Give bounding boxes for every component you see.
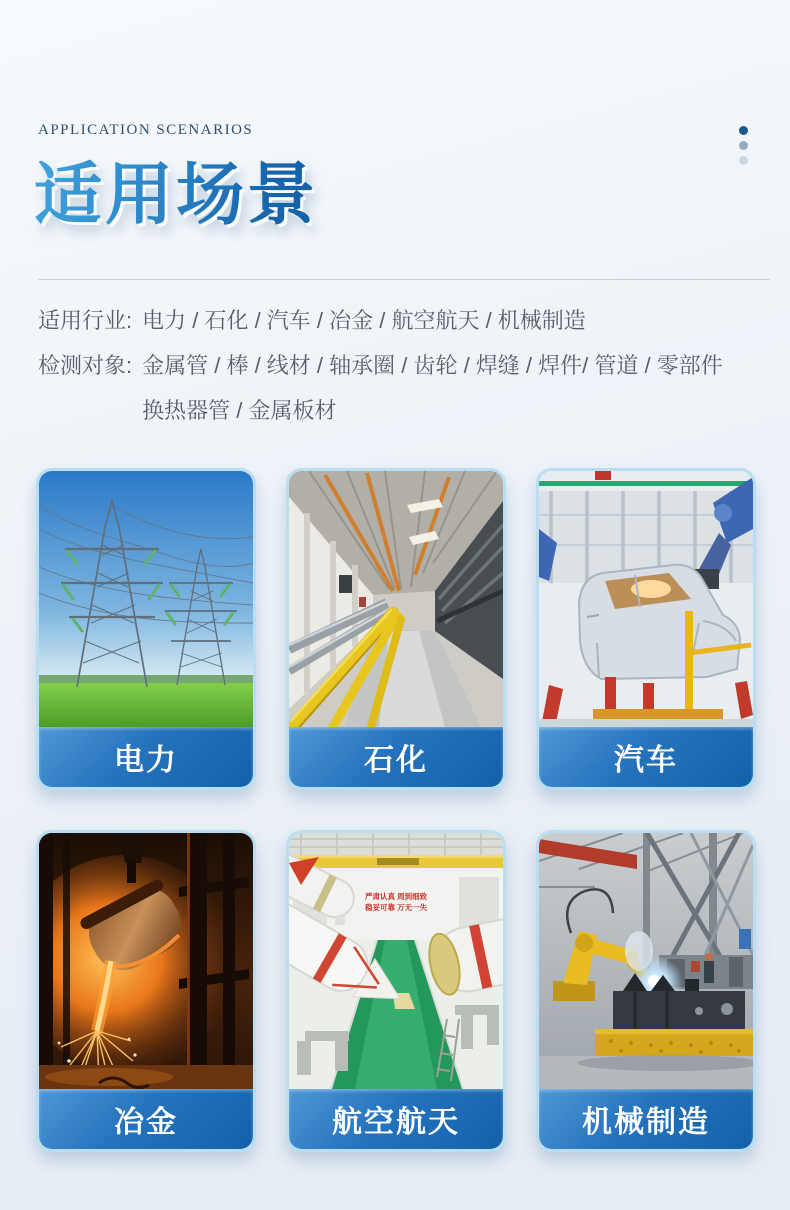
scenario-card-metallurgy[interactable] [36, 830, 256, 1152]
yellow-work-table [595, 1029, 753, 1056]
machinery-photo [539, 833, 753, 1089]
metallurgy-photo [39, 833, 253, 1089]
rocket-assembly-hall-illustration [289, 833, 503, 1089]
objects-value [142, 343, 723, 433]
scenario-card-power[interactable] [36, 468, 256, 790]
scenario-card-grid [36, 468, 756, 1152]
carousel-dots [739, 126, 748, 165]
page-title: 适用场景 [34, 150, 318, 242]
car-body-assembly-line-illustration [539, 471, 753, 727]
carousel-dot[interactable] [739, 156, 748, 165]
scenario-label: 石化 [289, 727, 503, 787]
scenario-label: 机械制造 [539, 1089, 753, 1149]
industries-label: 适用行业: [38, 308, 133, 333]
scenario-label: 汽车 [539, 727, 753, 787]
summary-text [38, 298, 723, 433]
divider [38, 279, 770, 280]
section-eyebrow: APPLICATION SCENARIOS [38, 122, 254, 138]
molten-metal-ladle-illustration [39, 833, 253, 1089]
objects-label: 检测对象: [38, 353, 133, 378]
scenario-label: 航空航天 [289, 1089, 503, 1149]
scenario-card-petrochemical[interactable] [286, 468, 506, 790]
objects-line1: 金属管 / 棒 / 线材 / 轴承圈 / 齿轮 / 焊缝 / 焊件/ 管道 / 零部件 [142, 353, 723, 378]
wall-slogan-line1: 严肃认真 周到细致 [365, 892, 428, 901]
carousel-dot[interactable] [739, 141, 748, 150]
yellow-crane-beam [289, 855, 503, 868]
scenario-label: 电力 [39, 727, 253, 787]
carousel-dot-active[interactable] [739, 126, 748, 135]
automotive-photo [539, 471, 753, 727]
aerospace-photo [289, 833, 503, 1089]
worker-figure [704, 953, 714, 983]
petrochemical-pipe-corridor-illustration [289, 471, 503, 727]
scenario-card-aerospace[interactable] [286, 830, 506, 1152]
objects-line2: 换热器管 / 金属板材 [142, 398, 337, 423]
wall-slogan-line2: 稳妥可靠 万无一失 [365, 903, 428, 912]
power-photo [39, 471, 253, 727]
robotic-welding-workshop-illustration [539, 833, 753, 1089]
industries-row [38, 298, 723, 343]
industries-value: 电力 / 石化 / 汽车 / 冶金 / 航空航天 / 机械制造 [142, 308, 586, 333]
scenario-card-machinery[interactable] [536, 830, 756, 1152]
power-transmission-towers-illustration [39, 471, 253, 727]
yellow-post [685, 611, 693, 711]
scenario-card-automotive[interactable] [536, 468, 756, 790]
scenario-label: 冶金 [39, 1089, 253, 1149]
objects-row [38, 343, 723, 433]
petrochemical-photo [289, 471, 503, 727]
